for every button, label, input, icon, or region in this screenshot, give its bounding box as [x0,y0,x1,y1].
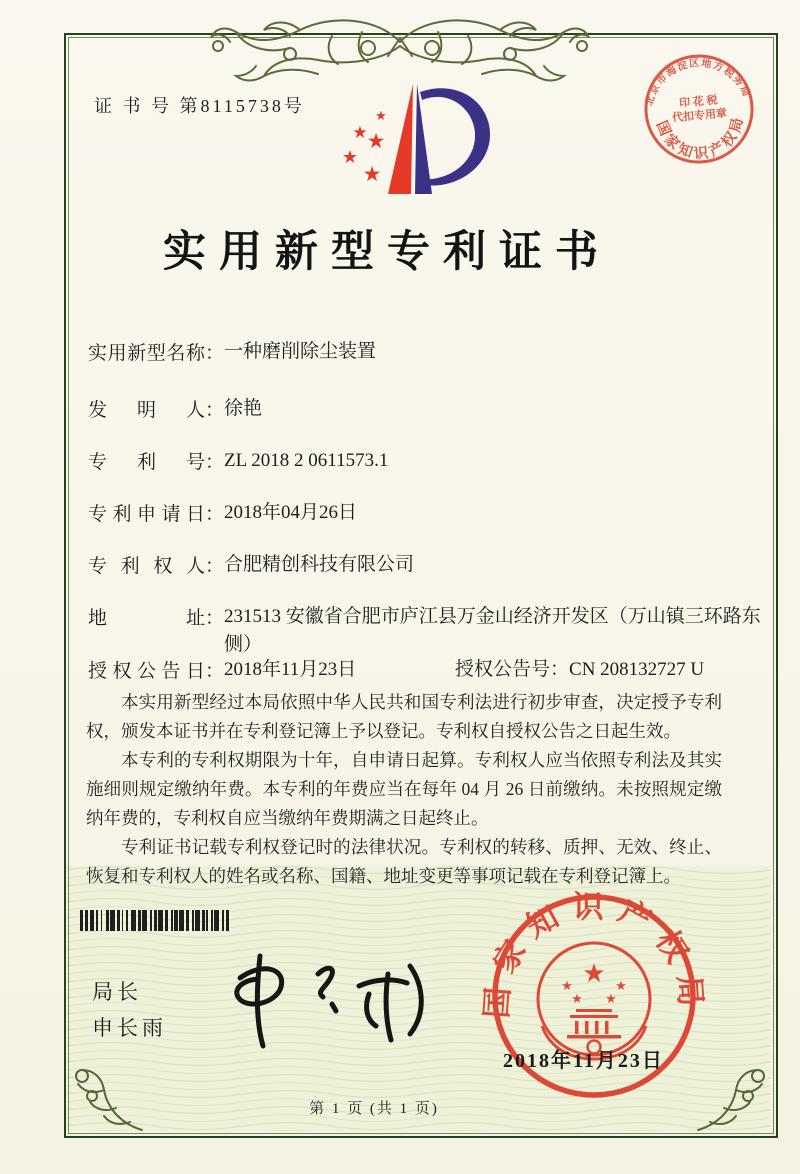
seal-arc-text: 国家知识产权局 [478,889,710,1020]
barcode [80,910,306,931]
legal-paragraph: 专利证书记载专利权登记时的法律状况。专利权的转移、质押、无效、终止、恢复和专利权人的姓名或名称、国籍、地址变更等事项记载在专利登记簿上。 [86,837,722,886]
legal-text-block [86,688,722,891]
legal-paragraph: 本专利的专利权期限为十年，自申请日起算。专利权人应当依照专利法及其实施细则规定缴纳年费。本专利的年费应当在每年 04 月 26 日前缴纳。未按照规定缴纳年费的，专利权自应当缴纳年费期满之日起终止。 [86,750,722,828]
tax-stamp-seal [640,50,758,168]
star-icon: ★ [366,129,386,153]
director-signature [212,944,444,1054]
director-title-label: 局长 [92,981,142,1004]
field-separator: ： [205,608,225,629]
field-label: 实用新型名称 [88,343,205,364]
field-row-inventor [88,395,262,423]
field-row-patentee [88,551,414,579]
star-icon: ★ [341,147,359,168]
cnipa-official-seal [478,886,712,1108]
field-row-grant-date [88,656,356,684]
field-label: 地址 [88,608,205,629]
star-icon: ★ [605,992,617,1007]
star-icon: ★ [362,162,382,186]
field-value: ZL 2018 2 0611573.1 [224,450,389,471]
certificate-title: 实用新型专利证书 [163,229,611,276]
field-separator: ： [205,556,225,577]
seal-national-emblem [538,943,650,1059]
svg-text:国家知识产权局 [479,889,709,1019]
field-value: 徐艳 [224,398,263,419]
tax-stamp-center-line2: 代扣专用章 [671,107,728,125]
star-icon: ★ [352,123,368,143]
field-row-address [88,603,761,659]
field-row-patent-number [88,447,388,475]
star-icon: ★ [375,109,387,124]
tax-stamp-arc-bottom-text: 国家知识产权局 [652,113,748,163]
logo-red-wedge [388,84,413,194]
star-icon: ★ [561,979,573,994]
field-row-name [88,338,376,366]
page-number-footer: 第 1 页 (共 1 页) [309,1101,439,1117]
star-icon: ★ [582,959,606,989]
field-label: 专利权人 [88,556,205,577]
field-separator: ： [550,659,570,680]
field-separator: ： [205,661,225,682]
star-icon: ★ [615,979,627,994]
legal-paragraph: 本实用新型经过本局依照中华人民共和国专利法进行初步审查，决定授予专利权，颁发本证书并在专利登记簿上予以登记。专利权自授权公告之日起生效。 [86,692,722,741]
tax-stamp-center-line1: 印 花 税 [678,94,719,110]
field-value: CN 208132727 U [569,659,705,680]
bottom-left-ornament [66,1052,152,1134]
field-label: 专利号 [88,452,205,473]
field-separator: ： [205,452,225,473]
field-label: 授权公告号 [455,659,551,680]
star-icon: ★ [571,992,583,1007]
field-row-filing-date [88,499,357,527]
field-value: 231513 安徽省合肥市庐江县万金山经济开发区（万山镇三环路东侧） [224,606,761,655]
seal-date: 2018年11月23日 [503,1050,664,1072]
field-row-grant-number [455,654,704,681]
logo-stars [342,109,387,186]
field-value: 合肥精创科技有限公司 [224,554,415,575]
director-name-label: 申长雨 [92,1017,167,1040]
field-label: 发明人 [88,400,205,421]
field-separator: ： [205,504,225,525]
field-separator: ： [205,343,225,364]
logo-blue-wedge [415,84,432,194]
field-label: 授权公告日 [88,661,205,682]
field-value: 2018年04月26日 [224,502,358,523]
certificate-number: 证 书 号 第8115738号 [94,96,305,116]
cnipa-logo [326,80,494,206]
field-label: 专利申请日 [88,504,205,525]
field-separator: ： [205,400,225,421]
field-value: 2018年11月23日 [224,659,357,680]
tax-stamp-arc-top-text: 北京市海淀区地方税务局 [644,57,753,108]
field-value: 一种磨削除尘装置 [224,341,377,362]
